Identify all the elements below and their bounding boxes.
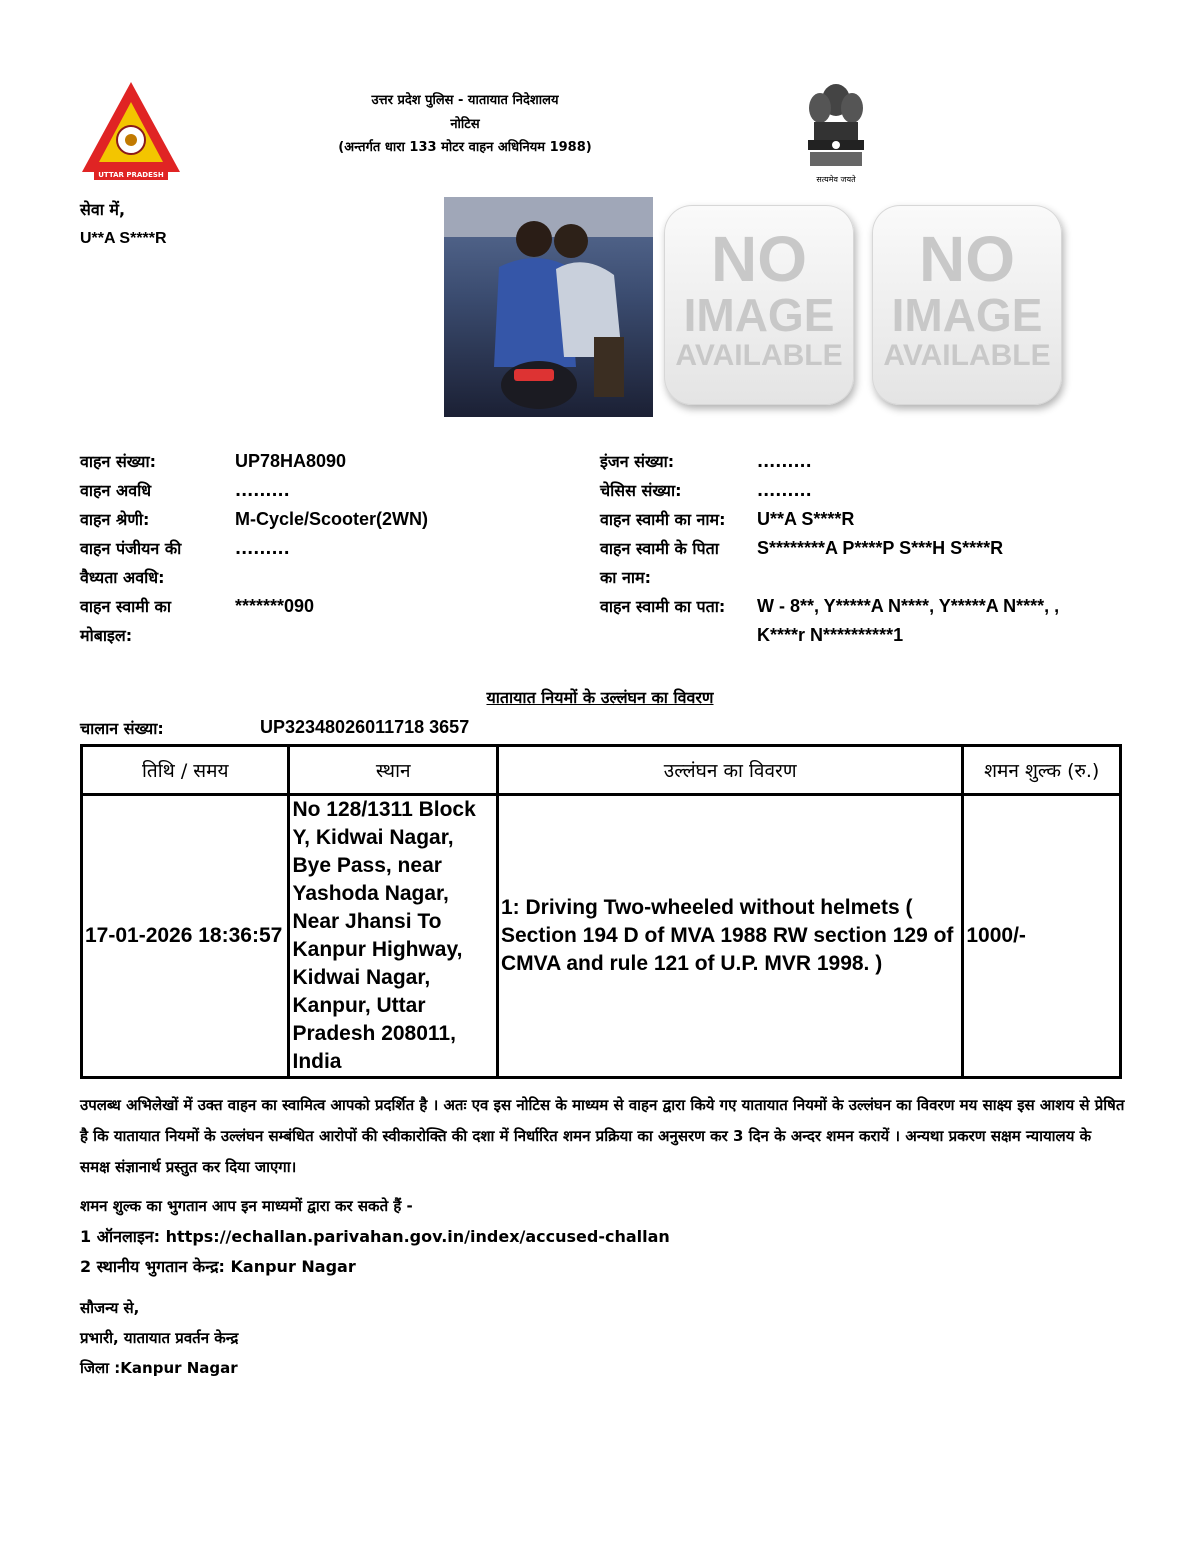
recipient-name: U**A S****R: [80, 230, 167, 247]
district-name: जिला :Kanpur Nagar: [80, 1359, 238, 1377]
owner-name-label: वाहन स्वामी का नाम:: [600, 510, 726, 529]
no-image-placeholder: NO IMAGE AVAILABLE: [872, 205, 1062, 405]
registration-validity-label-2: वैध्यता अवधि:: [80, 568, 165, 587]
column-header-place: स्थान: [289, 746, 498, 795]
column-header-fee: शमन शुल्क (रु.): [963, 746, 1121, 795]
table-header-row: [82, 746, 1121, 795]
vehicle-category-value: M-Cycle/Scooter(2WN): [235, 509, 429, 529]
owner-father-label-2: का नाम:: [600, 568, 651, 587]
challan-number-label: चालान संख्या:: [80, 719, 164, 738]
payment-online[interactable]: 1 ऑनलाइन: https://echallan.parivahan.gov.in/index/accused-challan: [80, 1227, 670, 1246]
owner-mobile-label-2: मोबाइल:: [80, 626, 133, 645]
notice-header-org: उत्तर प्रदेश पुलिस - यातायात निदेशालय: [371, 93, 559, 108]
vehicle-period-value: .........: [235, 481, 290, 500]
salutation: सेवा में,: [80, 200, 126, 219]
up-traffic-logo: [80, 80, 182, 182]
column-header-datetime: तिथि / समय: [82, 746, 289, 795]
cell-description: 1: Driving Two-wheeled without helmets ( Section 194 D of MVA 1988 RW section 129 of CMVA and rule 121 of U.P. MVR 1998. ): [498, 795, 963, 1078]
vehicle-number-value: UP78HA8090: [235, 451, 347, 471]
challan-table: [80, 744, 1122, 1079]
owner-address-label: वाहन स्वामी का पता:: [600, 597, 726, 616]
owner-father-label: वाहन स्वामी के पिता: [600, 539, 719, 558]
registration-validity-value: .........: [235, 539, 290, 558]
registration-validity-label: वाहन पंजीयन की: [80, 539, 182, 558]
table-row: [82, 795, 1121, 1078]
cell-datetime: 17-01-2026 18:36:57: [82, 795, 289, 1078]
owner-address-value: W - 8**, Y*****A N****, Y*****A N****, ,: [757, 596, 1060, 616]
challan-number-value: UP32348026011718 3657: [260, 717, 470, 737]
payment-local-center: 2 स्थानीय भुगतान केन्द्र: Kanpur Nagar: [80, 1257, 356, 1276]
owner-mobile-value: *******090: [235, 596, 315, 616]
chassis-number-label: चेसिस संख्या:: [600, 481, 682, 500]
officer-designation: प्रभारी, यातायात प्रवर्तन केन्द्र: [80, 1329, 239, 1347]
cell-place: No 128/1311 Block Y, Kidwai Nagar, Bye Pass, near Yashoda Nagar, Near Jhansi To Kanpur Highway, Kidwai Nagar, Kanpur, Uttar Pradesh 208011, India: [289, 795, 498, 1078]
notice-paragraph: उपलब्ध अभिलेखों में उक्त वाहन का स्वामित्व आपको प्रदर्शित है । अतः एव इस नोटिस के माध्यम से वाहन द्वारा किये गए यातायात नियमों के उल्लंघन का विवरण मय साक्ष्य इस आशय से प्रेषित है कि यातायात नियमों के उल्लंघन सम्बंधित आरोपों की स्वीकारोक्ति की दशा में निर्धारित शमन प्रक्रिया का अनुसरण कर 3 दिन के अन्दर शमन करायें । अन्यथा प्रकरण सक्षम न्यायालय के समक्ष संज्ञानार्थ प्रस्तुत कर दिया जाएगा।: [80, 1096, 1125, 1176]
owner-address-value-2: K****r N**********1: [757, 625, 904, 645]
vehicle-period-label: वाहन अवधि: [80, 481, 152, 500]
chassis-number-value: .........: [757, 481, 812, 500]
owner-father-value: S********A P****P S***H S****R: [757, 538, 1004, 558]
vehicle-category-label: वाहन श्रेणी:: [80, 510, 150, 529]
engine-number-label: इंजन संख्या:: [600, 452, 675, 471]
logo-text: UTTAR PRADESH: [98, 171, 164, 179]
owner-mobile-label: वाहन स्वामी का: [80, 597, 171, 616]
national-emblem: [800, 78, 872, 190]
no-image-placeholder: NO IMAGE AVAILABLE: [664, 205, 854, 405]
emblem-caption: सत्यमेव जयते: [816, 175, 856, 184]
owner-name-value: U**A S****R: [757, 509, 855, 529]
notice-header-act: (अन्तर्गत धारा 133 मोटर वाहन अधिनियम 1988): [338, 140, 592, 155]
payment-title: शमन शुल्क का भुगतान आप इन माध्यमों द्वारा कर सकते हैं -: [80, 1197, 413, 1215]
engine-number-value: .........: [757, 452, 812, 471]
cell-fee: 1000/-: [963, 795, 1121, 1078]
violation-section-title: यातायात नियमों के उल्लंघन का विवरण: [486, 688, 714, 707]
notice-header-title: नोटिस: [450, 117, 480, 132]
vehicle-number-label: वाहन संख्या:: [80, 452, 156, 471]
courtesy-text: सौजन्य से,: [80, 1299, 140, 1317]
column-header-description: उल्लंघन का विवरण: [498, 746, 963, 795]
violation-photo[interactable]: [444, 197, 653, 417]
